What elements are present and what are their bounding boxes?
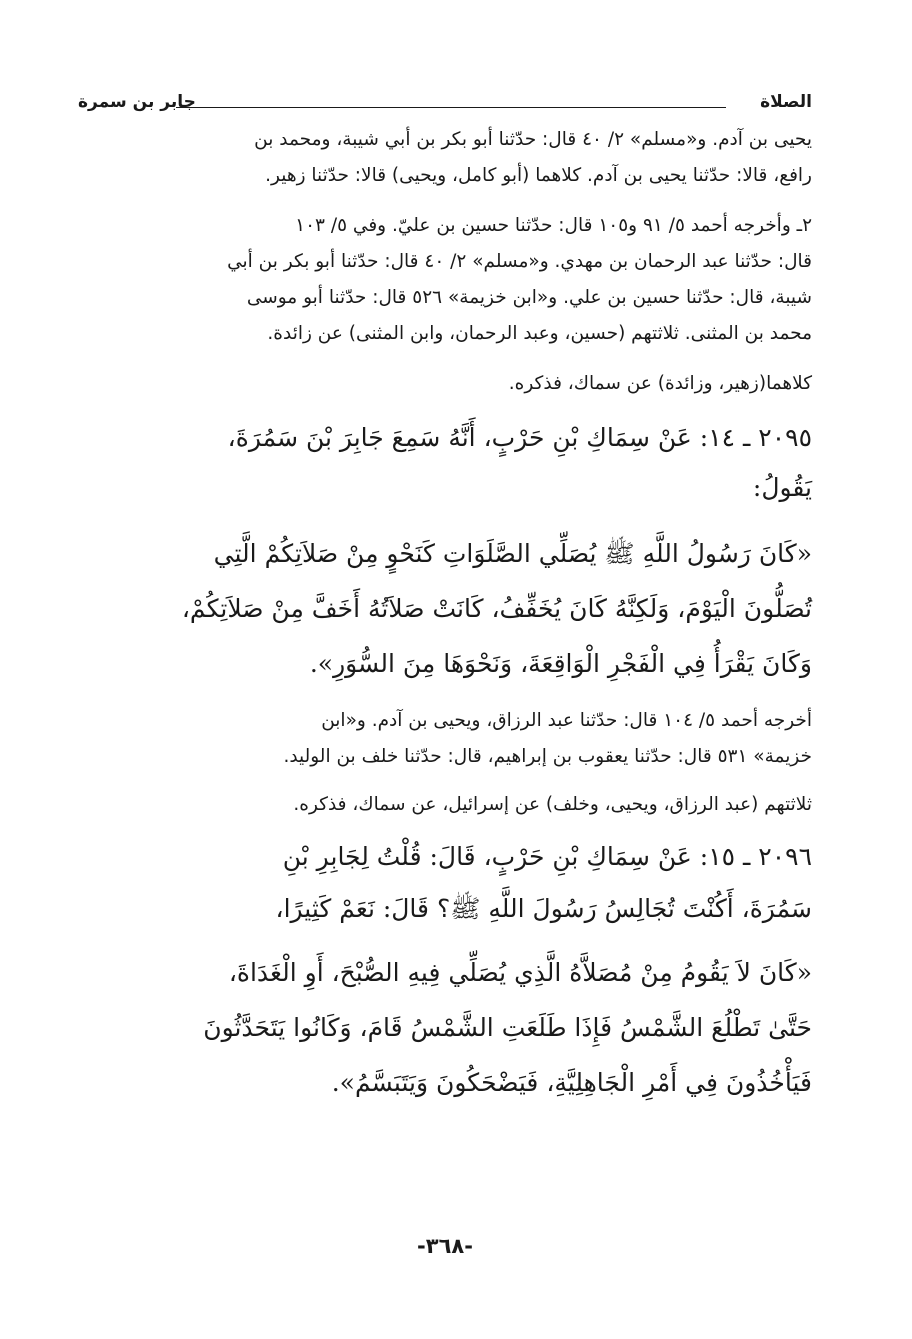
book-page <box>78 88 812 1318</box>
matn-line: تُصَلُّونَ الْيَوْمَ، وَلَكِنَّهُ كَانَ يُخَفِّفُ، كَانَتْ صَلاَتُهُ أَخَفَّ مِنْ صَلاَتِكُمْ، <box>181 594 812 623</box>
page-number: -٣٦٨- <box>417 1234 473 1258</box>
header-rule <box>176 107 726 108</box>
text-line: قال: حدّثنا عبد الرحمان بن مهدي. و«مسلم» ٢/ ٤٠ قال: حدّثنا أبو بكر بن أبي <box>227 251 812 272</box>
section-title: جابر بن سمرة <box>78 92 196 112</box>
text-line: كلاهما(زهير، وزائدة) عن سماك، فذكره. <box>508 373 812 394</box>
hadith-2095-heading <box>78 410 812 516</box>
footnote-block-3 <box>78 366 812 402</box>
hadith-2096-matn <box>78 945 812 1110</box>
text-line: رافع، قالا: حدّثنا يحيى بن آدم. كلاهما (أبو كامل، ويحيى) قالا: حدّثنا زهير. <box>265 165 812 186</box>
text-line: محمد بن المثنى. ثلاثتهم (حسين، وعبد الرحمان، وابن المثنى) عن زائدة. <box>267 323 812 344</box>
text-line: يحيى بن آدم. و«مسلم» ٢/ ٤٠ قال: حدّثنا أبو بكر بن أبي شيبة، ومحمد بن <box>254 129 812 150</box>
running-header <box>78 88 812 116</box>
matn-line: وَكَانَ يَقْرَأُ فِي الْفَجْرِ الْوَاقِعَةَ، وَنَحْوَهَا مِنَ السُّوَرِ». <box>309 649 812 678</box>
text-line: شيبة، قال: حدّثنا حسين بن علي. و«ابن خزيمة» ٥٢٦ قال: حدّثنا أبو موسى <box>246 287 812 308</box>
matn-line: فَيَأْخُذُونَ فِي أَمْرِ الْجَاهِلِيَّةِ، فَيَضْحَكُونَ وَيَتَبَسَّمُ». <box>331 1068 812 1097</box>
hadith-2095-matn <box>78 526 812 691</box>
text-line: خزيمة» ٥٣١ قال: حدّثنا يعقوب بن إبراهيم، قال: حدّثنا خلف بن الوليد. <box>283 746 812 767</box>
hadith-2096-heading <box>78 829 812 937</box>
text-line: ٢ـ وأخرجه أحمد ٥/ ٩١ و١٠٥ قال: حدّثنا حسين بن عليّ. وفي ٥/ ١٠٣ <box>295 215 812 236</box>
hadith-line: ٢٠٩٥ ـ ١٤: عَنْ سِمَاكِ بْنِ حَرْبٍ، أَنَّهُ سَمِعَ جَابِرَ بْنَ سَمُرَةَ، <box>227 423 812 452</box>
footnote-block-4 <box>78 703 812 775</box>
hadith-line: ٢٠٩٦ ـ ١٥: عَنْ سِمَاكِ بْنِ حَرْبٍ، قَالَ: قُلْتُ لِجَابِرِ بْنِ <box>282 842 812 871</box>
hadith-line: سَمُرَةَ، أَكُنْتَ تُجَالِسُ رَسُولَ اللَّهِ ﷺ؟ قَالَ: نَعَمْ كَثِيرًا، <box>275 894 812 923</box>
matn-line: «كَانَ لاَ يَقُومُ مِنْ مُصَلاَّهُ الَّذِي يُصَلِّي فِيهِ الصُّبْحَ، أَوِ الْغَدَاةَ، <box>228 958 812 987</box>
matn-line: «كَانَ رَسُولُ اللَّهِ ﷺ يُصَلِّي الصَّلَوَاتِ كَنَحْوٍ مِنْ صَلاَتِكُمْ الَّتِي <box>213 539 812 568</box>
footnote-block-1 <box>78 122 812 194</box>
hadith-line: يَقُولُ: <box>752 473 812 502</box>
text-line: أخرجه أحمد ٥/ ١٠٤ قال: حدّثنا عبد الرزاق، ويحيى بن آدم. و«ابن <box>321 710 812 731</box>
matn-line: حَتَّىٰ تَطْلُعَ الشَّمْسُ فَإِذَا طَلَعَتِ الشَّمْسُ قَامَ، وَكَانُوا يَتَحَدَّثُونَ <box>203 1013 812 1042</box>
chapter-title: الصلاة <box>760 92 812 112</box>
footnote-block-5 <box>78 787 812 823</box>
footnote-block-2 <box>78 208 812 352</box>
text-line: ثلاثتهم (عبد الرزاق، ويحيى، وخلف) عن إسرائيل، عن سماك، فذكره. <box>293 794 812 815</box>
